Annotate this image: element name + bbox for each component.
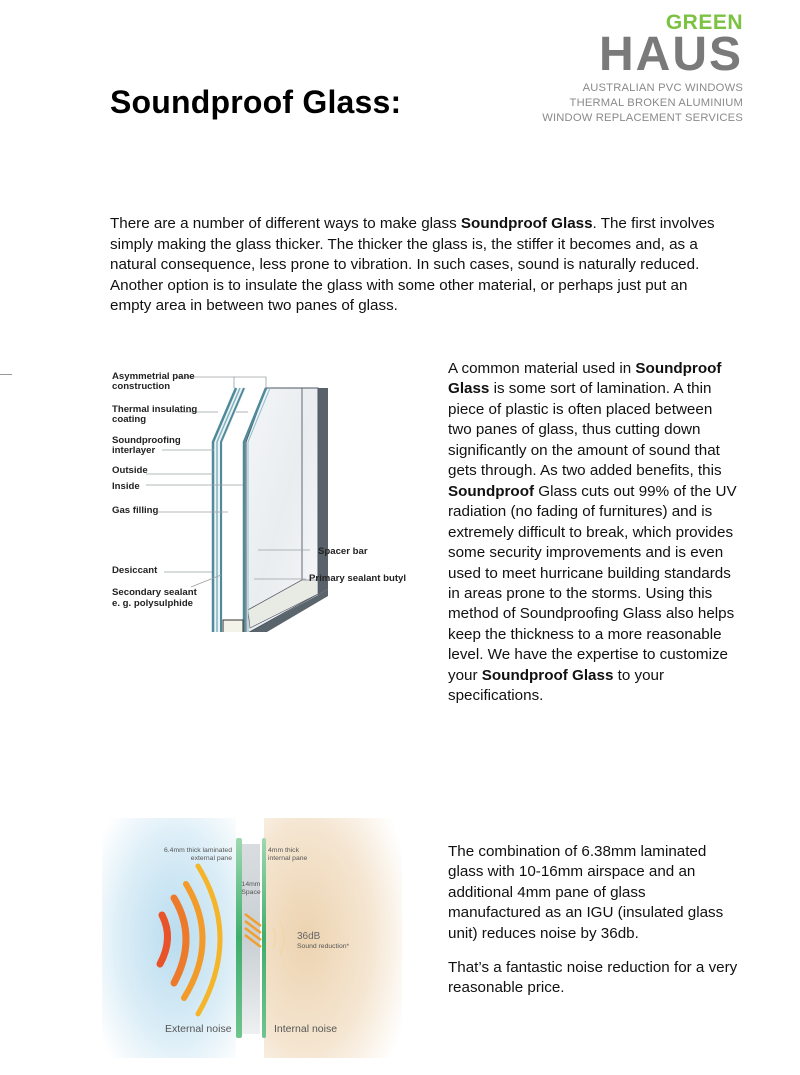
label-secondary-sealant-2: e. g. polysulphide [112,598,194,609]
label-soundproofing-interlayer: Soundproofing [112,435,181,446]
glass-unit-diagram [86,332,426,632]
text-run: There are a number of different ways to make glass [110,215,461,232]
label-thermal-coating-2: coating [112,414,147,425]
label-external-pane-2: external pane [190,855,232,862]
text-run: to your specifications. [448,666,665,705]
label-secondary-sealant: Secondary sealant [112,587,197,598]
label-soundproofing-interlayer-2: interlayer [112,445,156,456]
desiccant-block [223,620,243,632]
emphasis-text: Soundproof Glass [448,360,722,398]
label-internal-pane-2: internal pane [268,855,308,862]
internal-pane [262,838,266,1038]
emphasis-text: Soundproof [448,482,535,500]
emphasis-text: Soundproof Glass [460,215,593,232]
outer-pane [213,388,246,632]
label-asymmetrial-pane: Asymmetrial pane [112,371,195,382]
price-paragraph: That’s a fantastic noise reduction for a very reasonable price. [448,959,738,997]
emphasis-text: Soundproof Glass [481,666,614,684]
company-logo [483,12,743,126]
label-external-pane: 6.4mm thick laminated [164,847,232,854]
label-internal-noise: Internal noise [274,1023,338,1035]
noise-reduction-diagram [102,818,402,1058]
label-external-noise: External noise [165,1023,232,1035]
label-inside: Inside [112,481,140,492]
logo-taglines [483,81,743,126]
label-desiccant: Desiccant [112,565,158,576]
text-run: is some sort of lamination. A thin piece of plastic is often placed between two panes of glass, thus cutting down significantly on the amount of sound that gets through. As two added benefits, this [448,380,722,480]
label-outside: Outside [112,465,148,476]
label-internal-pane: 4mm thick [268,847,299,854]
text-run: . The first involves simply making the glass thicker. The thicker the glass is, the stiffer it becomes and, as a natural consequence, less prone to vibration. In such cases, sound is naturally reduced. Another option is to insulate the glass with some other material, or perhaps just put an empty area in between two panes of glass. [110,215,715,315]
combination-paragraph: The combination of 6.38mm laminated glass with 10-16mm airspace and an additional 4mm pane of glass manufactured as an IGU (insulated glass unit) reduces noise by 36db. [448,843,724,942]
label-spacer-bar: Spacer bar [318,546,368,557]
page-title: Soundproof Glass: [110,84,402,120]
external-pane [236,838,242,1038]
text-run: A common material used in [448,360,636,377]
intro-paragraph [110,214,730,317]
logo-tagline: WINDOW REPLACEMENT SERVICES [542,112,743,124]
label-asymmetrial-pane-2: construction [112,381,171,392]
label-db-value: 36dB [297,931,321,942]
frame-right-edge [318,388,328,595]
logo-tagline: THERMAL BROKEN ALUMINIUM [569,97,743,109]
logo-brand-main: HAUS [598,28,743,81]
label-space: 14mm [241,881,261,888]
label-thermal-coating: Thermal insulating [112,404,198,415]
label-gas-filling: Gas filling [112,505,159,516]
margin-mark [0,374,12,375]
text-run: Glass cuts out 99% of the UV radiation (no fading of furnitures) and is extremely difficult to break, which provides some security improvements and is even used to meet hurricane building standards in areas prone to the storms. Using this method of Soundproofing Glass also helps keep the thickness to a more reasonable level. We have the expertise to customize your [448,482,737,684]
lamination-paragraph [448,359,738,707]
label-db-reduction: Sound reduction* [297,943,350,950]
label-primary-sealant: Primary sealant butyl [309,573,407,584]
noise-reduction-illustration [102,818,402,1058]
logo-tagline: AUSTRALIAN PVC WINDOWS [582,82,743,94]
logo-brand-top: GREEN [665,11,743,34]
label-space-2: Space [241,889,261,896]
glass-unit-illustration [86,332,426,632]
